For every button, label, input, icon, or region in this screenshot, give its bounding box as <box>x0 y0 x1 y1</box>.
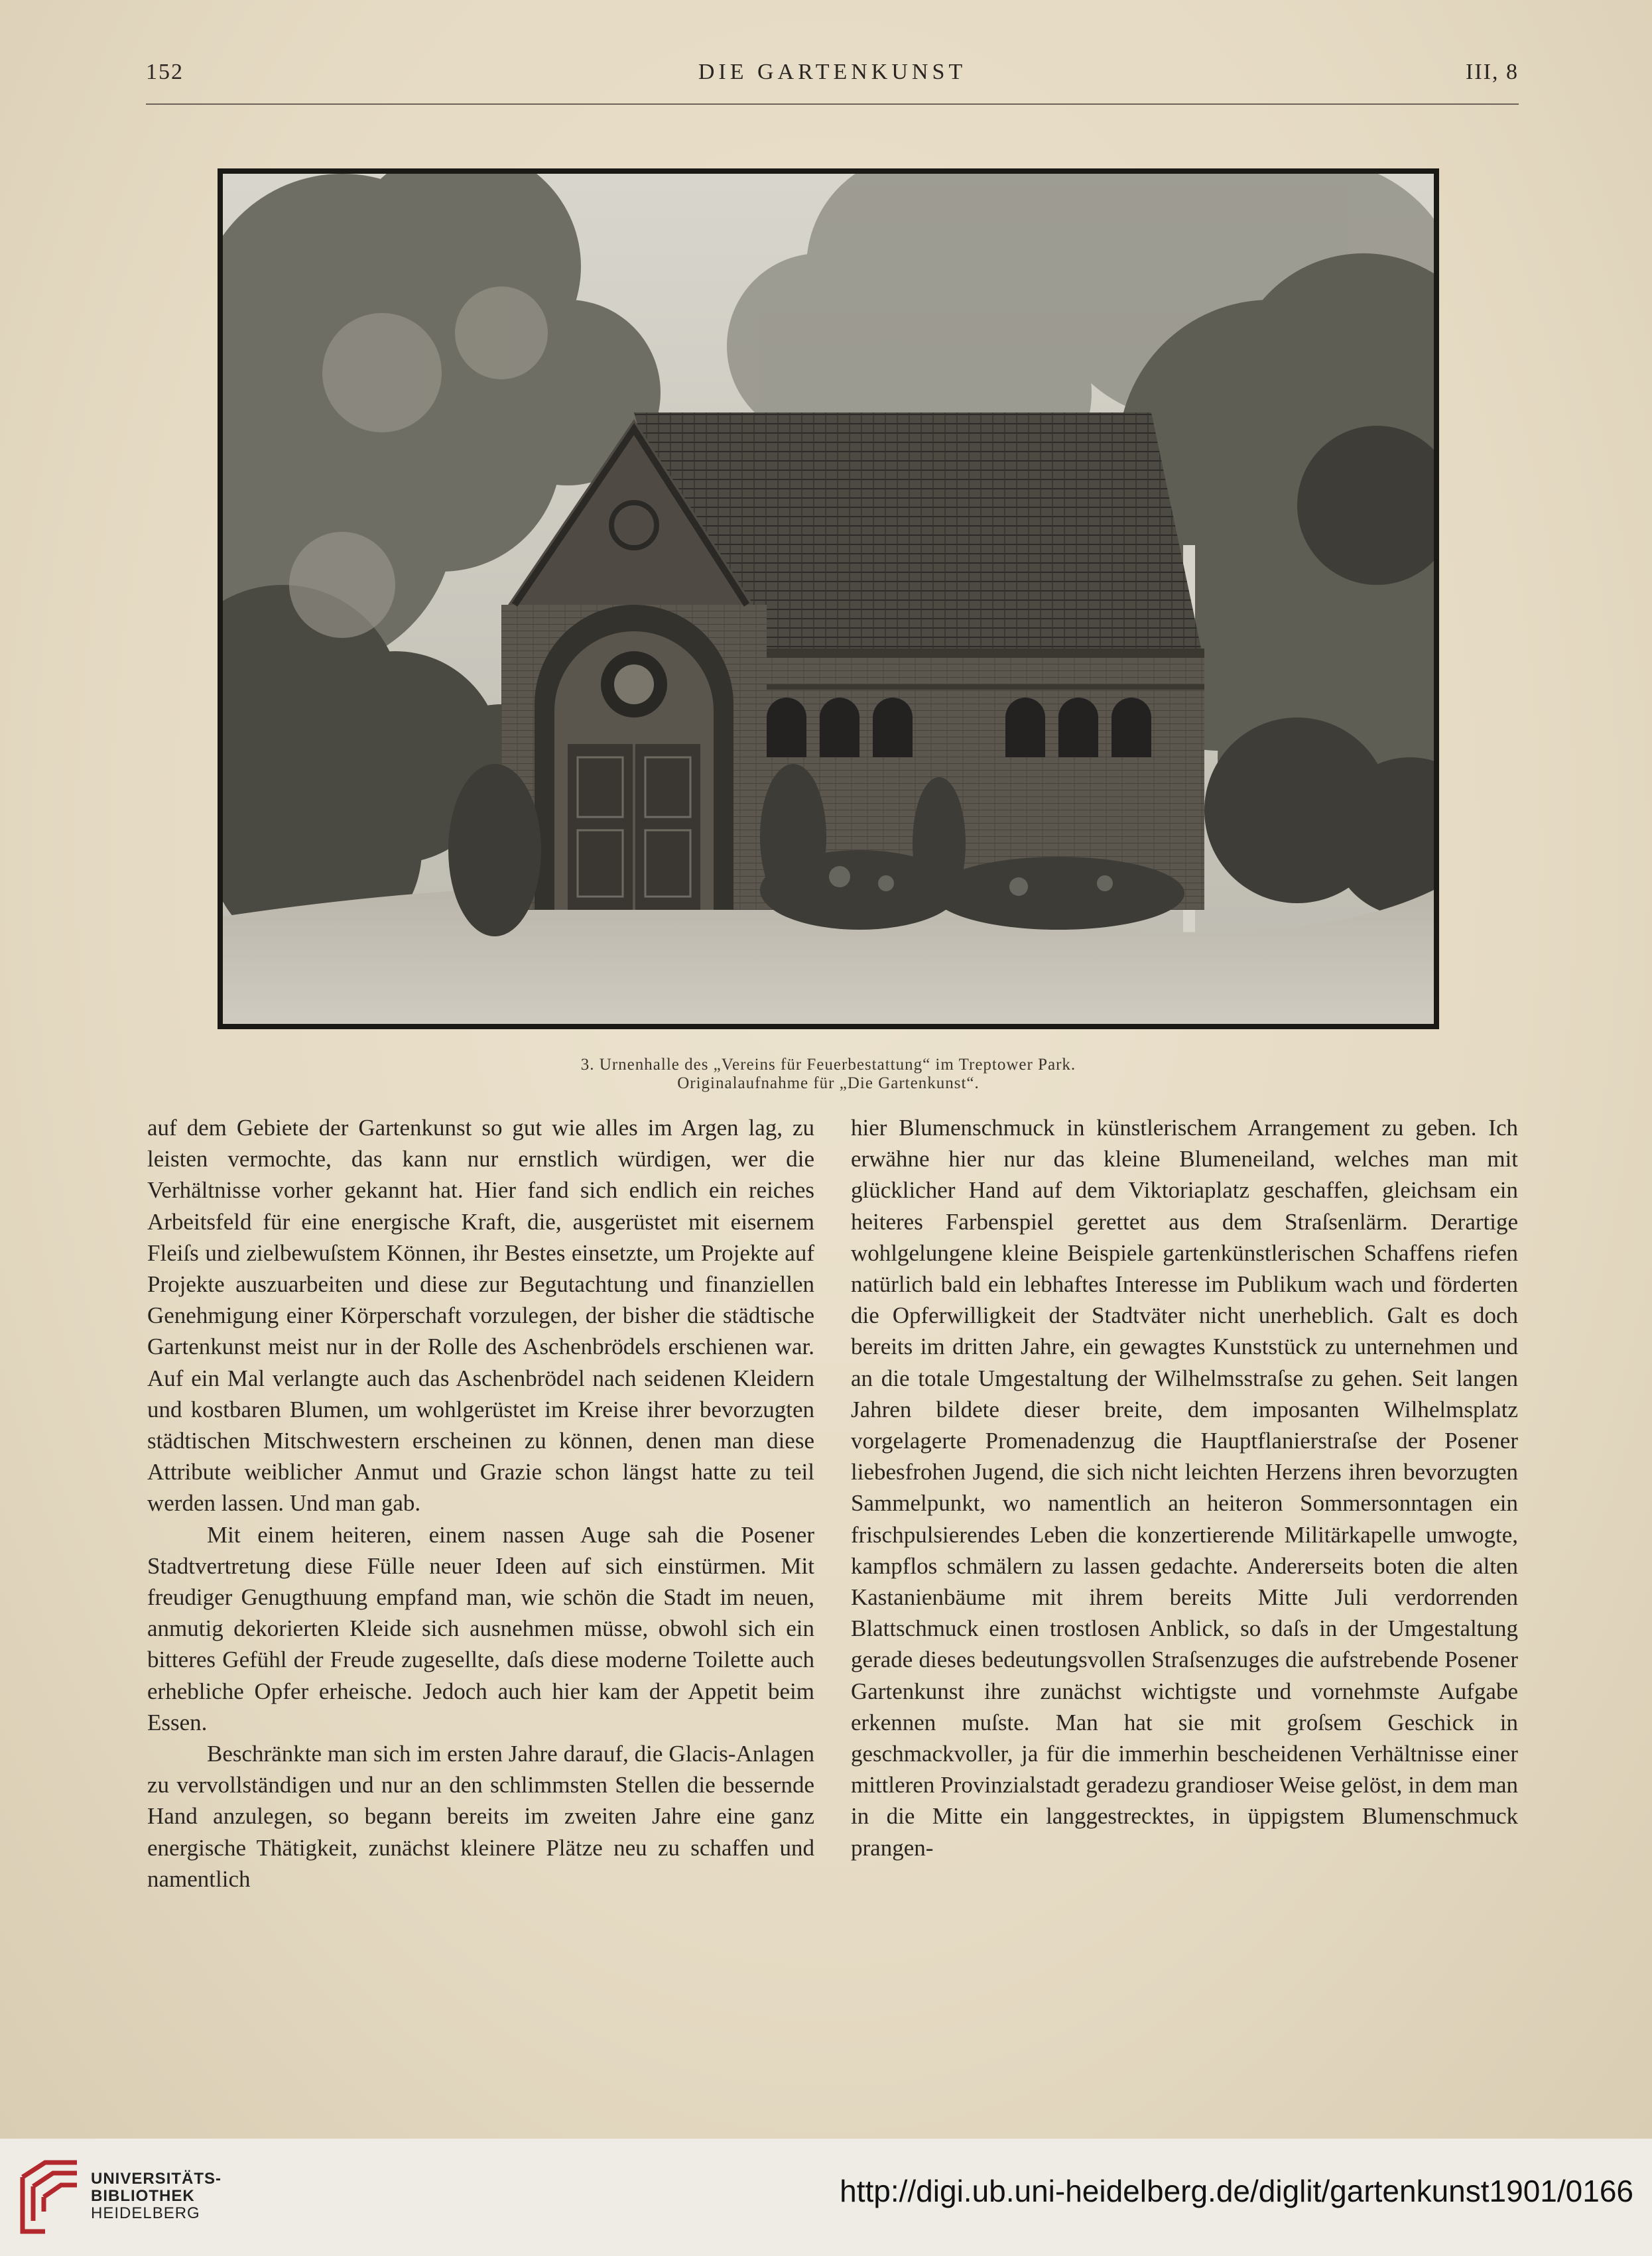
library-logo-icon <box>19 2157 82 2237</box>
paragraph: Mit einem heiteren, einem nassen Auge sah die Posener Stadtvertretung diese Fülle neuer Ideen auf sich einstürmen. Mit freudiger Genugthuung empfand man, wie schön die Stadt im neuen, anmutig dekorierten Kleide sich ausnehmen müsse, obwohl sich ein bitteres Gefühl der Freude zugesellte, daſs diese moderne Toilette auch erhebliche Opfer erheische. Jedoch auch hier kam der Appetit beim Essen. <box>147 1521 814 1735</box>
text-column-right <box>851 1112 1518 1863</box>
text-column-left <box>147 1112 814 1895</box>
figure-caption-title: 3. Urnenhalle des „Vereins für Feuerbestattung“ im Treptower Park. <box>580 1056 1076 1074</box>
journal-title: DIE GARTENKUNST <box>698 60 967 84</box>
paragraph: hier Blumenschmuck in künstlerischem Arrangement zu geben. Ich erwähne hier nur das kleine Blumeneiland, welches man mit glücklicher Hand auf dem Viktoriaplatz geschaffen, gleichsam ein heiteres Farbenspiel gerettet aus dem Straſsenlärm. Derartige wohlgelungene kleine Beispiele gartenkünstlerischen Schaffens riefen natürlich bald ein lebhaftes Interesse im Publikum wach und förderten die Opferwilligkeit der Stadtväter nicht unerheblich. Galt es doch bereits im dritten Jahre, ein gewagtes Kunststück zu unternehmen und an die totale Umgestaltung der Wilhelmsstraſse zu gehen. Seit langen Jahren bildete dieser breite, dem imposanten Wilhelmsplatz vorgelagerte Promenadenzug die Hauptflanierstraſse der Posener liebesfrohen Jugend, die sich nicht leichten Herzens ihren bevorzugten Sammelpunkt, wo namentlich an heiteron Sommersonntagen ein frischpulsierendes Leben die konzertierende Militärkapelle umwogte, kampflos schmälern zu lassen gedachte. Andererseits boten die alten Kastanienbäume mit ihrem bereits Mitte Juli verdorrenden Blattschmuck einen trostlosen Anblick, so daſs in der Umgestaltung gerade dieses bedeutungsvollen Straſsenzuges die aufstrebende Posener Gartenkunst ihre zunächst wichtigste und vornehmste Aufgabe erkennen muſste. Man hat sie mit groſsem Geschick in geschmackvoller, ja für die immerhin bescheidenen Verhältnisse einer mittleren Provinzialstadt geradezu grandioser Weise gelöst, in dem man in die Mitte ein langgestrecktes, in üppigstem Blumenschmuck prangen- <box>851 1115 1518 1861</box>
paragraph: Beschränkte man sich im ersten Jahre darauf, die Glacis-Anlagen zu vervollständigen und nur an den schlimmsten Stellen die bessernde Hand anzulegen, so begann bereits im zweiten Jahre eine ganz energische Thätigkeit, zunächst kleinere Plätze neu zu schaffen und namentlich <box>147 1741 814 1892</box>
volume-issue: III, 8 <box>1466 60 1519 84</box>
paragraph: auf dem Gebiete der Gartenkunst so gut wie alles im Argen lag, zu leisten vermochte, das kann nur ernstlich würdigen, wer die Verhältnisse vorher gekannt hat. Hier fand sich endlich ein reiches Arbeitsfeld für eine energische Kraft, die, ausgerüstet mit eisernem Fleiſs und zielbewuſstem Können, ihr Bestes einsetzte, um Projekte auf Projekte auszuarbeiten und diese zur Begutachtung und finanziellen Genehmigung einer Körperschaft vorzulegen, der bisher die städtische Gartenkunst meist nur in der Rolle des Aschenbrödels erschienen war. Auf ein Mal verlangte auch das Aschenbrödel nach seidenen Kleidern und kostbaren Blumen, um wohlgerüstet im Kreise ihrer bevorzugten städtischen Mitschwestern erscheinen zu können, denen man diese Attribute weiblicher Anmut und Grazie schon längst hatte zu teil werden lassen. Und man gab. <box>147 1115 814 1517</box>
header-rule <box>146 103 1519 105</box>
photograph-urnenhalle <box>218 168 1439 1029</box>
digitization-footer <box>0 2139 1652 2256</box>
library-name-line: HEIDELBERG <box>91 2204 200 2222</box>
source-url-link[interactable]: http://digi.ub.uni-heidelberg.de/diglit/gartenkunst1901/0166 <box>840 2174 1633 2208</box>
library-name-line: UNIVERSITÄTS- <box>91 2170 222 2188</box>
figure-caption-credit: Originalaufnahme für „Die Gartenkunst“. <box>677 1074 980 1092</box>
page-number: 152 <box>146 60 184 84</box>
photo-illustration <box>223 174 1434 1024</box>
library-name <box>91 2170 222 2222</box>
library-name-line: BIBLIOTHEK <box>91 2187 195 2205</box>
running-header <box>146 60 1519 99</box>
